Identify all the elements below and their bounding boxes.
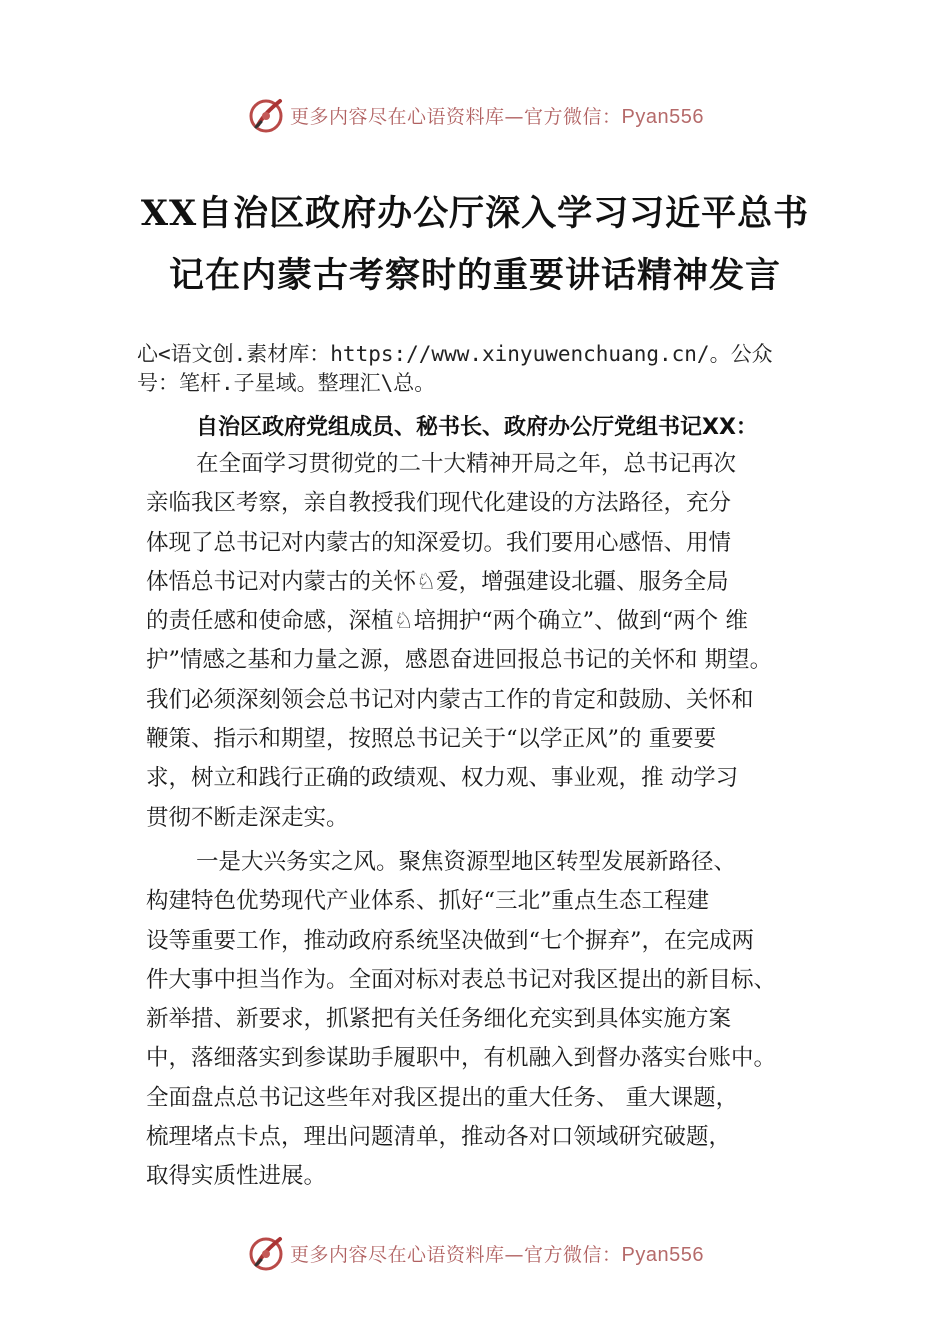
paragraph-line: 体现了总书记对内蒙古的知深爱切。我们要用心感悟、用情 [146,529,732,556]
paragraph-line: 设等重要工作，推动政府系统坚决做到“七个摒弃”，在完成两 [146,927,755,954]
paragraph-line: 中，落细落实到参谋助手履职中，有机融入到督办落实台账中。 [146,1045,777,1072]
title-line-2: 记在内蒙古考察时的重要讲话精神发言 [168,255,781,296]
source-note-line-1: 心<语文创.素材库：https://www.xinyuwenchuang.cn/。公众 [137,342,773,366]
banner-promo: 更多内容尽在心语资料库—官方微信： [290,1243,622,1266]
paragraph-line: 取得实质性进展。 [146,1163,327,1190]
title-line-1: XX自治区政府办公厅深入学习习近平总书 [140,193,810,234]
footer-banner [0,1231,950,1275]
paragraph-line: 鞭策、指示和期望，按照总书记关于“以学正风”的 重要要 [146,726,717,753]
source-note-line-2: 号：笔杆.子星域。整理汇\总。 [137,371,436,395]
paragraph-line: 在全面学习贯彻党的二十大精神开局之年，总书记再次 [196,451,737,477]
paragraph-line: 求，树立和践行正确的政绩观、权力观、事业观，推 动学习 [146,765,739,792]
banner-promo: 更多内容尽在心语资料库—官方微信： [290,105,622,128]
body-paragraph [146,445,836,838]
paragraph-line: 亲临我区考察，亲自教授我们现代化建设的方法路径，充分 [146,490,732,517]
header-banner [0,93,950,137]
paragraph-line: 护”情感之基和力量之源，感恩奋进回报总书记的关怀和 期望。 [146,647,773,674]
document-title [110,183,840,307]
paragraph-line: 梳理堵点卡点，理出问题清单，推动各对口领域研究破题， [146,1124,732,1151]
paragraph-line: 新举措、新要求，抓紧把有关任务细化充实到具体实施方案 [146,1006,732,1033]
paragraph-line: 的责任感和使命感，深植♘培拥护“两个确立”、做到“两个 维 [146,608,748,635]
source-note [137,340,837,398]
banner-text [290,102,704,129]
wechat-id: Pyan556 [621,1243,704,1266]
body-paragraph [146,843,836,1197]
paragraph-line: 件大事中担当作为。全面对标对表总书记对我区提出的新目标、 [146,966,777,993]
paragraph-line: 全面盘点总书记这些年对我区提出的重大任务、 重大课题， [146,1084,739,1111]
brush-logo-icon [246,1233,286,1273]
speaker-heading: 自治区政府党组成员、秘书长、政府办公厅党组书记XX： [196,415,758,440]
paragraph-line: 贯彻不断走深走实。 [146,804,349,831]
banner-text [290,1240,704,1267]
brush-logo-icon [246,95,286,135]
paragraph-line: 我们必须深刻领会总书记对内蒙古工作的肯定和鼓励、关怀和 [146,686,754,713]
wechat-id: Pyan556 [621,105,704,128]
paragraph-line: 构建特色优势现代产业体系、抓好“三北”重点生态工程建 [146,888,710,915]
paragraph-line: 一是大兴务实之风。聚焦资源型地区转型发展新路径、 [196,849,737,875]
paragraph-line: 体悟总书记对内蒙古的关怀♘爱，增强建设北疆、服务全局 [146,568,729,595]
